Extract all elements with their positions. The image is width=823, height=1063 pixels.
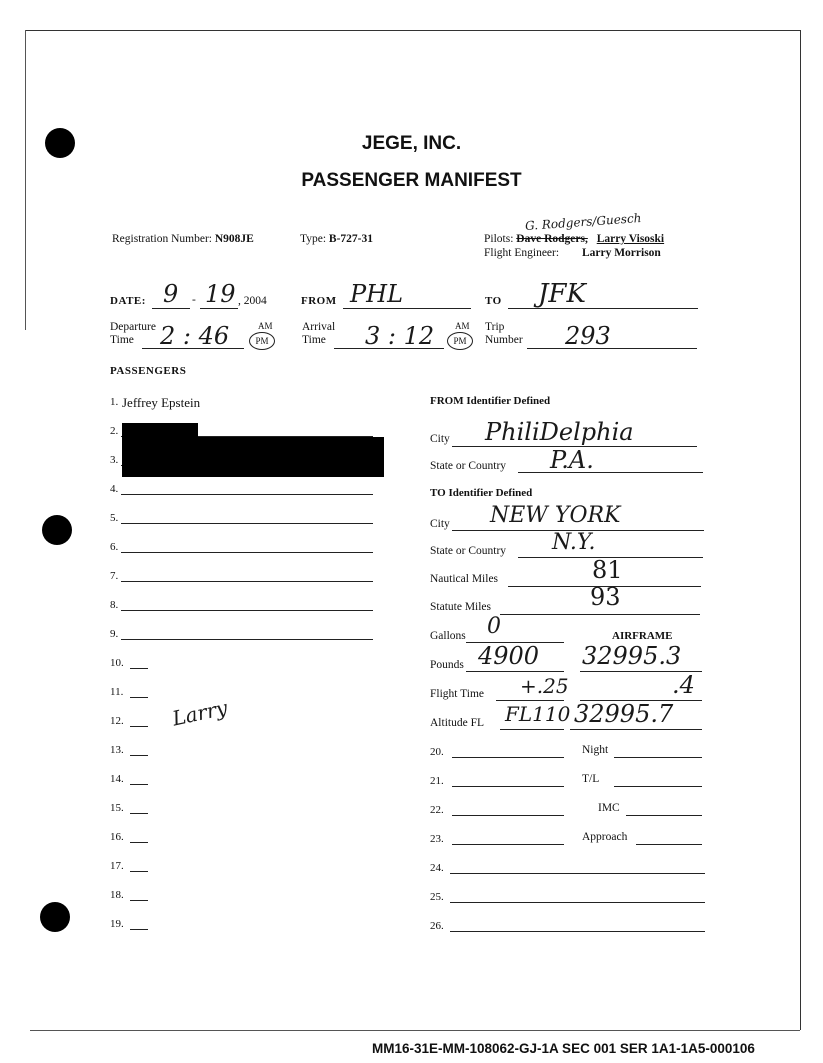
date-year: , 2004 [238, 295, 267, 307]
bates-number: MM16-31E-MM-108062-GJ-1A SEC 001 SER 1A1-1A5-000106 [372, 1041, 755, 1056]
footer-rule [30, 1030, 800, 1031]
passenger-number: 11. [110, 686, 124, 698]
passengers-heading: PASSENGERS [110, 365, 187, 377]
arrival-label-1: Arrival [302, 321, 336, 333]
passenger-line [130, 726, 148, 727]
departure-label-1: Departure [110, 321, 156, 333]
from-state-line [518, 472, 703, 473]
passenger-line [121, 610, 373, 611]
date-month: 9 [163, 280, 179, 308]
date-label: DATE: [110, 295, 146, 307]
passenger-line [121, 523, 373, 524]
row-25-number: 25. [430, 891, 444, 903]
to-line [508, 308, 698, 309]
gallons-label: Gallons [430, 630, 466, 642]
redaction-box [122, 437, 384, 477]
from-identifier-heading: FROM Identifier Defined [430, 395, 551, 407]
passenger-number: 8. [110, 599, 119, 611]
row-24-number: 24. [430, 862, 444, 874]
row-22-line [452, 815, 564, 816]
date-day-line [200, 308, 238, 309]
passenger-number: 9. [110, 628, 119, 640]
passenger-number: 5. [110, 512, 119, 524]
passenger-line [130, 697, 148, 698]
trip-number-label [485, 321, 523, 347]
passenger-number: 19. [110, 918, 124, 930]
row-24-line [450, 873, 705, 874]
row-26-number: 26. [430, 920, 444, 932]
passenger-number: 16. [110, 831, 124, 843]
statute-miles-line [500, 614, 700, 615]
engineer-value: Larry Morrison [581, 247, 661, 259]
pounds-line [466, 671, 564, 672]
from-city-value: PhiliDelphia [485, 418, 634, 446]
from-state-value: P.A. [550, 446, 594, 474]
altitude-label: Altitude FL [430, 717, 484, 729]
airframe-2-line [570, 729, 702, 730]
passenger-line [130, 755, 148, 756]
trip-label-1: Trip [485, 321, 505, 333]
pilots-label: Pilots: [484, 233, 514, 245]
arrival-label-2: Time [302, 334, 326, 346]
passenger-number: 7. [110, 570, 119, 582]
registration-value: N908JE [214, 233, 254, 245]
to-label: TO [485, 295, 502, 307]
to-city-value: NEW YORK [490, 503, 621, 528]
pilots [484, 233, 664, 245]
row-23-number: 23. [430, 833, 444, 845]
pilot1-struck: Dave Rodgers, [516, 233, 588, 245]
approach-line [636, 844, 702, 845]
airframe-2-value: 32995.7 [574, 700, 674, 728]
passenger-number: 12. [110, 715, 124, 727]
night-label: Night [582, 744, 609, 756]
row-21-line [452, 786, 564, 787]
flight-engineer [484, 247, 661, 259]
altitude-value: FL110 [505, 702, 571, 726]
passenger-name-handwritten: Larry [170, 695, 230, 731]
passenger-line [130, 842, 148, 843]
date-day: 19 [205, 280, 236, 308]
airframe-label: AIRFRAME [612, 630, 673, 642]
from-label: FROM [301, 295, 337, 307]
row-20-number: 20. [430, 746, 444, 758]
passenger-line [130, 871, 148, 872]
passenger-number: 6. [110, 541, 119, 553]
night-line [614, 757, 702, 758]
passenger-line [121, 552, 373, 553]
passenger-number: 3. [110, 454, 119, 466]
to-state-value: N.Y. [552, 530, 596, 555]
punch-hole [40, 902, 70, 932]
pounds-label: Pounds [430, 659, 464, 671]
passenger-number: 10. [110, 657, 124, 669]
passenger-number: 13. [110, 744, 124, 756]
passenger-line [130, 784, 148, 785]
type-value: B-727-31 [328, 233, 373, 245]
row-21-number: 21. [430, 775, 444, 787]
to-city-label: City [430, 518, 450, 530]
imc-label: IMC [598, 802, 620, 814]
passenger-line [121, 581, 373, 582]
pilot2: Larry Visoski [596, 233, 665, 245]
trip-value: 293 [565, 322, 611, 350]
row-22-number: 22. [430, 804, 444, 816]
arrival-value: 3 : 12 [365, 322, 435, 350]
pilot-handwritten: G. Rodgers/Guesch [524, 210, 642, 234]
passenger-line [130, 668, 148, 669]
trip-label-2: Number [485, 334, 523, 346]
row-25-line [450, 902, 705, 903]
arrival-am: AM [455, 321, 470, 331]
trip-line [527, 348, 697, 349]
departure-pm-circled: PM [249, 332, 275, 350]
from-state-label: State or Country [430, 460, 507, 472]
statute-miles-label: Statute Miles [430, 601, 492, 613]
departure-label [110, 321, 156, 347]
nautical-miles-value: 81 [592, 556, 623, 584]
altitude-line [500, 729, 564, 730]
from-line [343, 308, 471, 309]
date-dash: - [192, 294, 196, 306]
to-value: JFK [538, 279, 586, 309]
from-value: PHL [350, 280, 404, 308]
tl-label: T/L [582, 773, 600, 785]
departure-value: 2 : 46 [160, 322, 230, 350]
date-month-line [152, 308, 190, 309]
passenger-number: 17. [110, 860, 124, 872]
passenger-number: 18. [110, 889, 124, 901]
gallons-value: 0 [487, 614, 501, 639]
registration [112, 233, 254, 245]
airframe-ft-value: .4 [672, 671, 695, 699]
page-border-top [25, 30, 801, 31]
from-city-label: City [430, 433, 450, 445]
flight-time-label: Flight Time [430, 688, 485, 700]
statute-miles-value: 93 [590, 583, 621, 611]
engineer-label: Flight Engineer: [484, 247, 560, 259]
form-title: PASSENGER MANIFEST [301, 170, 522, 191]
passenger-line [130, 900, 148, 901]
tl-line [614, 786, 702, 787]
passenger-line [121, 494, 373, 495]
flight-time-value: +.25 [520, 674, 569, 698]
airframe-1-value: 32995.3 [582, 642, 682, 670]
passenger-line [121, 639, 373, 640]
passenger-number: 2. [110, 425, 119, 437]
passenger-number: 1. [110, 396, 119, 408]
to-identifier-heading: TO Identifier Defined [430, 487, 533, 499]
row-26-line [450, 931, 705, 932]
aircraft-type [300, 233, 373, 245]
passenger-line [130, 929, 148, 930]
passenger-name: Jeffrey Epstein [122, 395, 201, 410]
departure-label-2: Time [110, 334, 134, 346]
flight-time-line [496, 700, 564, 701]
row-20-line [452, 757, 564, 758]
approach-label: Approach [582, 831, 628, 843]
passenger-number: 4. [110, 483, 119, 495]
arrival-pm-circled: PM [447, 332, 473, 350]
passenger-number: 15. [110, 802, 124, 814]
type-label: Type: [300, 233, 327, 245]
arrival-label [302, 321, 335, 347]
passenger-line [130, 813, 148, 814]
row-23-line [452, 844, 564, 845]
passenger-number: 14. [110, 773, 124, 785]
pounds-value: 4900 [478, 642, 540, 670]
imc-line [626, 815, 702, 816]
nautical-miles-label: Nautical Miles [430, 573, 499, 585]
departure-am: AM [258, 321, 273, 331]
company-name: JEGE, INC. [361, 133, 462, 154]
registration-label: Registration Number: [112, 233, 212, 245]
to-state-label: State or Country [430, 545, 507, 557]
punch-hole [42, 515, 72, 545]
